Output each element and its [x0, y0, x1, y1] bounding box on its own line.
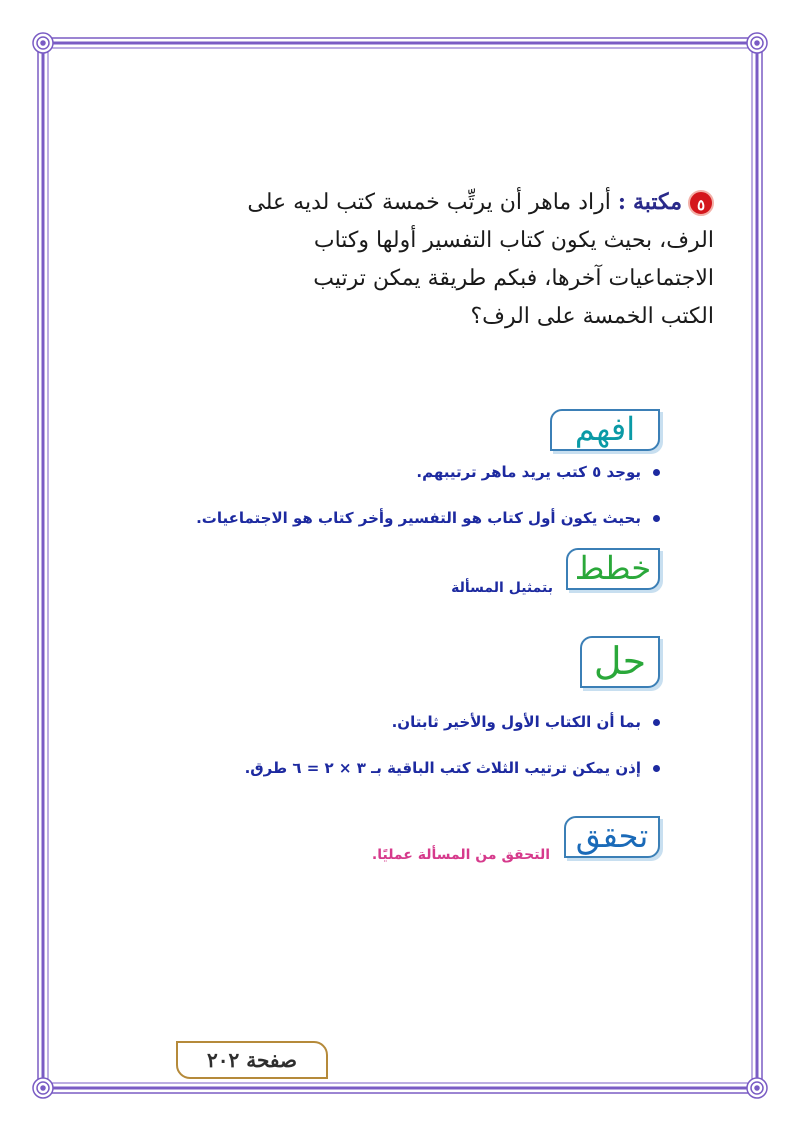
- corner-ornament-bottom-left: [33, 1078, 53, 1098]
- problem-line-1: [247, 183, 714, 222]
- bullet-text: بحيث يكون أول كتاب هو التفسير وأخر كتاب هو الاجتماعيات.: [196, 509, 641, 527]
- plan-label-box: [566, 548, 660, 590]
- solve-bullet-1: [245, 712, 660, 732]
- problem-line-4: الكتب الخمسة على الرف؟: [470, 304, 714, 329]
- problem-line-2: الرف، بحيث يكون كتاب التفسير أولها وكتاب: [313, 228, 714, 253]
- bullet-text: بما أن الكتاب الأول والأخير ثابتان.: [391, 713, 641, 731]
- solve-bullet-2: [245, 758, 660, 778]
- plan-label: خطط: [574, 549, 652, 587]
- bullet-dot: [653, 469, 660, 476]
- bullet-text: يوجد ٥ كتب يريد ماهر ترتيبهم.: [416, 463, 641, 481]
- solve-label-box: [580, 636, 660, 688]
- bullet-dot: [653, 719, 660, 726]
- corner-ornament-top-right: [747, 33, 767, 53]
- page-number: صفحة ٢٠٢: [207, 1048, 297, 1072]
- page-number-box: [176, 1041, 328, 1079]
- bullet-dot: [653, 515, 660, 522]
- corner-ornament-top-left: [33, 33, 53, 53]
- plan-note: بتمثيل المسألة: [451, 580, 553, 596]
- bullet-dot: [653, 765, 660, 772]
- understand-bullet-1: [196, 462, 660, 482]
- understand-bullet-2: [196, 508, 660, 528]
- problem-colon: :: [617, 189, 626, 215]
- problem-text-1: أراد ماهر أن يرتِّب خمسة كتب لديه على: [247, 190, 611, 215]
- problem-line-3: الاجتماعيات آخرها، فبكم طريقة يمكن ترتيب: [313, 266, 714, 291]
- check-label: تحقق: [575, 817, 649, 855]
- problem-title: مكتبة: [632, 189, 682, 215]
- problem-number-badge: ٥: [688, 190, 714, 216]
- check-note: التحقق من المسألة عمليًا.: [371, 847, 550, 863]
- understand-bullets: [196, 462, 660, 554]
- corner-ornament-bottom-right: [747, 1078, 767, 1098]
- understand-label-box: [550, 409, 660, 451]
- solve-bullets: [245, 712, 660, 804]
- check-label-box: [564, 816, 660, 858]
- problem-statement: [247, 183, 714, 336]
- bullet-text: إذن يمكن ترتيب الثلاث كتب الباقية بـ ٣ × ٢ = ٦ طرق.: [244, 759, 641, 777]
- understand-label: افهم: [574, 410, 636, 448]
- solve-label: حل: [593, 639, 647, 683]
